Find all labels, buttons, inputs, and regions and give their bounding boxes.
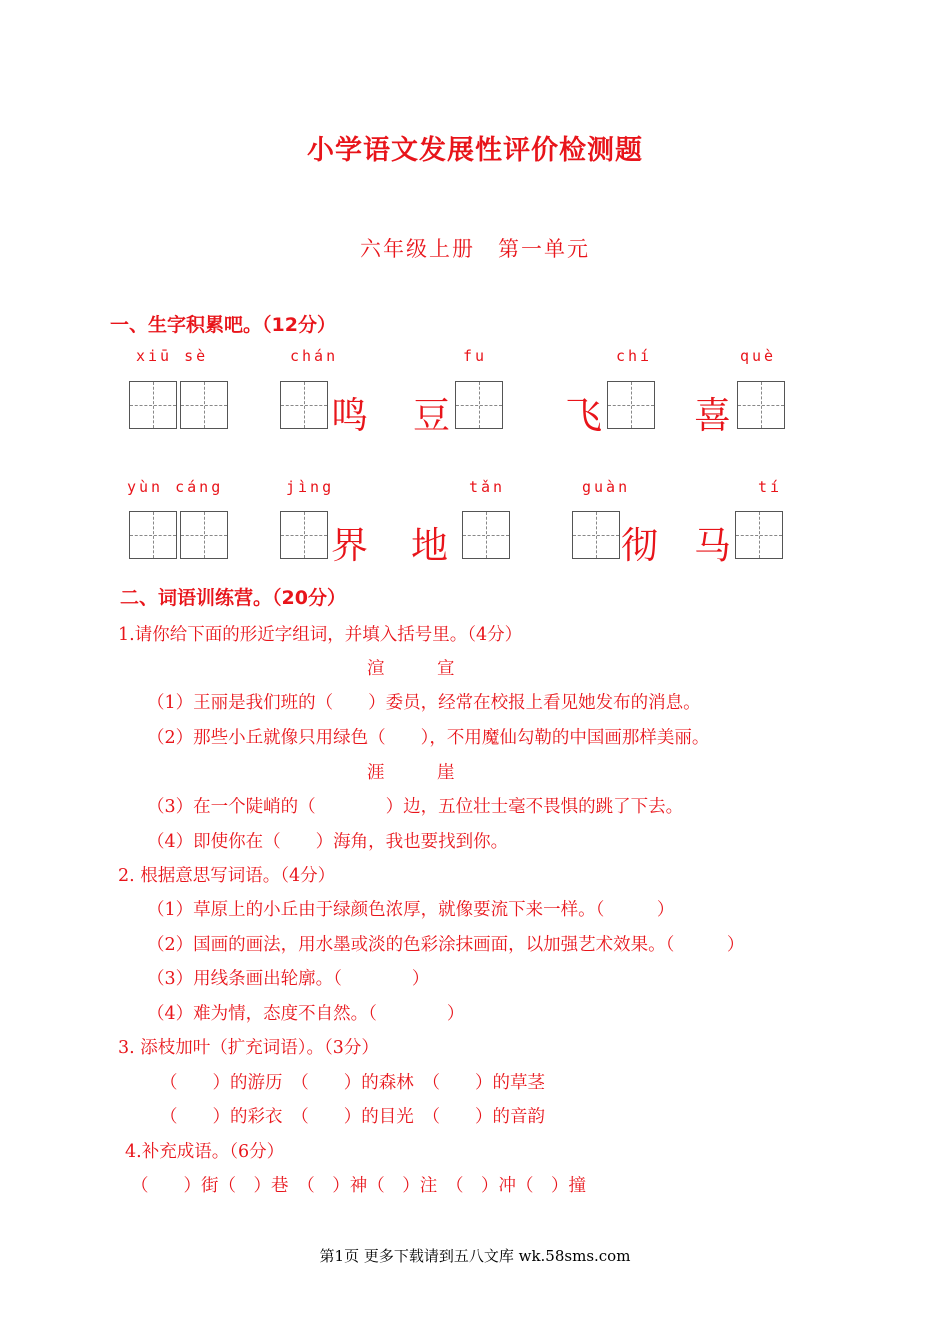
tianzige-box[interactable] bbox=[455, 381, 503, 429]
tianzige-box[interactable] bbox=[280, 381, 328, 429]
char-che: 彻 bbox=[621, 524, 658, 567]
q3-row-1[interactable]: （ ）的游历 （ ）的森林 （ ）的草茎 bbox=[160, 1073, 545, 1093]
pinyin-tan: tǎn bbox=[469, 478, 506, 496]
char-jie: 界 bbox=[331, 524, 368, 567]
q2-item-4[interactable]: （4）难为情，态度不自然。（ ） bbox=[147, 1004, 465, 1024]
q1-item-1[interactable]: （1）王丽是我们班的（ ）委员，经常在校报上看见她发布的消息。 bbox=[147, 693, 701, 713]
tianzige-box[interactable] bbox=[280, 511, 328, 559]
q2-item-3[interactable]: （3）用线条画出轮廓。（ ） bbox=[147, 969, 430, 989]
section1-heading: 一、生字积累吧。（12分） bbox=[110, 314, 336, 336]
tianzige-box[interactable] bbox=[180, 511, 228, 559]
q2-title: 2. 根据意思写词语。（4分） bbox=[118, 866, 336, 886]
tianzige-box[interactable] bbox=[607, 381, 655, 429]
q1-item-3[interactable]: （3）在一个陡峭的（ ）边，五位壮士毫不畏惧的跳了下去。 bbox=[147, 797, 684, 817]
q1-word-pair-2: 涯 崖 bbox=[367, 763, 455, 783]
char-dou: 豆 bbox=[413, 394, 450, 437]
pinyin-jing: jìng bbox=[286, 478, 335, 496]
pinyin-chi: chí bbox=[616, 347, 653, 365]
q1-word-pair-1: 渲 宣 bbox=[367, 659, 455, 679]
char-fei: 飞 bbox=[565, 394, 602, 437]
page-footer: 第1页 更多下载请到五八文库 wk.58sms.com bbox=[319, 1247, 631, 1265]
tianzige-box[interactable] bbox=[737, 381, 785, 429]
tianzige-box[interactable] bbox=[735, 511, 783, 559]
q1-item-2[interactable]: （2）那些小丘就像只用绿色（ ），不用魔仙勾勒的中国画那样美丽。 bbox=[147, 728, 710, 748]
pinyin-xiuse: xiū sè bbox=[136, 347, 209, 365]
tianzige-box[interactable] bbox=[129, 381, 177, 429]
q3-row-2[interactable]: （ ）的彩衣 （ ）的目光 （ ）的音韵 bbox=[160, 1107, 545, 1127]
tianzige-box[interactable] bbox=[572, 511, 620, 559]
q1-title: 1.请你给下面的形近字组词，并填入括号里。（4分） bbox=[118, 625, 523, 645]
tianzige-box[interactable] bbox=[180, 381, 228, 429]
page-title: 小学语文发展性评价检测题 bbox=[307, 135, 643, 166]
pinyin-guan: guàn bbox=[582, 478, 631, 496]
pinyin-chan: chán bbox=[290, 347, 339, 365]
section2-heading: 二、词语训练营。（20分） bbox=[120, 587, 346, 609]
tianzige-box[interactable] bbox=[462, 511, 510, 559]
q2-item-2[interactable]: （2）国画的画法，用水墨或淡的色彩涂抹画面，以加强艺术效果。（ ） bbox=[147, 935, 745, 955]
pinyin-que: què bbox=[740, 347, 777, 365]
pinyin-ti: tí bbox=[758, 478, 783, 496]
char-ma: 马 bbox=[694, 524, 731, 567]
char-di: 地 bbox=[411, 524, 448, 567]
q4-title: 4.补充成语。（6分） bbox=[125, 1142, 285, 1162]
pinyin-yuncang: yùn cáng bbox=[127, 478, 224, 496]
pinyin-fu: fu bbox=[463, 347, 488, 365]
char-xi: 喜 bbox=[694, 394, 731, 437]
q3-title: 3. 添枝加叶（扩充词语）。（3分） bbox=[118, 1038, 379, 1058]
q2-item-1[interactable]: （1）草原上的小丘由于绿颜色浓厚，就像要流下来一样。（ ） bbox=[147, 900, 675, 920]
q4-row[interactable]: （ ）街（ ）巷 （ ）神（ ）注 （ ）冲（ ）撞 bbox=[131, 1176, 586, 1196]
char-ming: 鸣 bbox=[331, 394, 368, 437]
q1-item-4[interactable]: （4）即使你在（ ）海角，我也要找到你。 bbox=[147, 832, 509, 852]
page-subtitle: 六年级上册 第一单元 bbox=[360, 237, 590, 261]
tianzige-box[interactable] bbox=[129, 511, 177, 559]
